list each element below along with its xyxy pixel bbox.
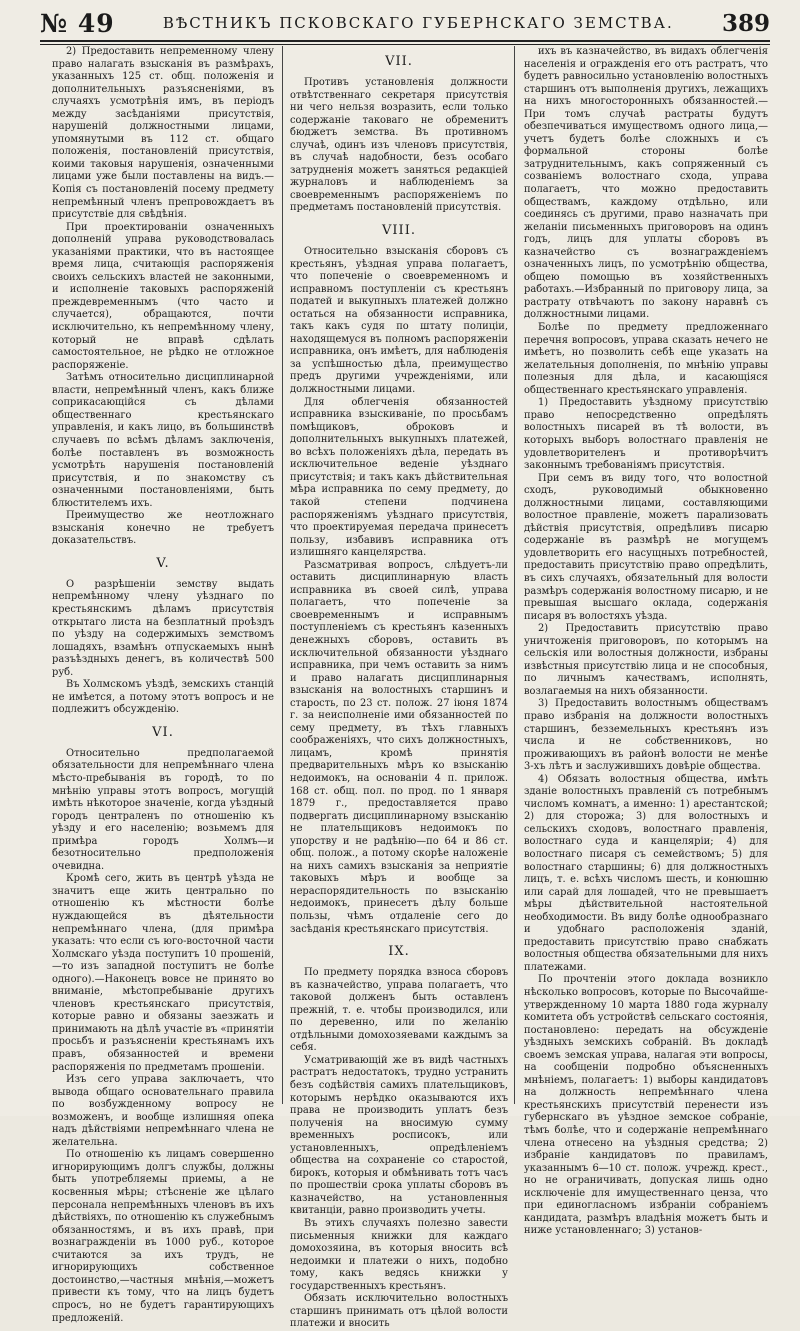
- paragraph: По предмету порядка взноса сборовъ въ казначейство, управа полагаетъ, что таковой долженъ быть оставленъ прежній, т. е. чтобы производился, или по деревенно, или по желанію отдѣльными домохозяевами каждымъ за себя.: [290, 967, 508, 1054]
- paragraph: По прочтеніи этого доклада возникло нѣсколько вопросовъ, которые по Высочайше-утвержденному 10 марта 1880 года журналу комитета объ устройствѣ сельскаго состоянія, постановлено: передать на обсужденіе уѣздныхъ земскихъ собраній. Въ докладѣ своемъ земская управа, налагая эти вопросы, на сообщеніи подробно объясненныхъ мнѣніемъ, полагаетъ: 1) выборы кандидатовъ на должность непремѣннаго члена крестьянскихъ присутствій перенести изъ губернскаго въ уѣздное земское собраніе, тѣмъ болѣе, что и содержаніе непремѣннаго члена отнесено на уѣздныя средства; 2) избраніе кандидатовъ по правиламъ, указаннымъ 6—10 ст. полож. учрежд. крест., но не ограничивать, допуская лишь одно исключеніе для имущественнаго ценза, что при единогласномъ избраніи собраніемъ кандидата, размѣръ владѣнія можетъ быть и ниже установленнаго; 3) установ-: [524, 974, 768, 1237]
- paragraph: 4) Обязать волостныя общества, имѣть зданіе волостныхъ правленій съ потребнымъ числомъ комнатъ, а именно: 1) арестантской; 2) для сторожа; 3) для волостныхъ и сельскихъ сходовъ, волостнаго правленія, волостнаго суда и канцеляріи; 4) для волостнаго писаря съ семействомъ; 5) для волостнаго старшины; 6) для должностныхъ лицъ, т. е. всѣхъ числомъ шесть, и конюшню или сарай для лошадей, что не превышаетъ мѣры дѣйствительной настоятельной необходимости. Въ виду болѣе однообразнаго и удобнаго расположенія зданій, предоставить присутствію право снабжать волостныя общества обязательными для нихъ платежами.: [524, 773, 768, 973]
- paragraph: Затѣмъ относительно дисциплинарной власти, непремѣнный членъ, какъ ближе соприкасающійся съ дѣлами общественнаго крестьянскаго управленія, и какъ лицо, въ большинствѣ случаевъ по всѣмъ дѣламъ заключенія, болѣе поставленъ въ возможность усмотрѣть нарушенія постановленій присутствія, и по знакомству съ означенными постановленіями, быть блюстителемъ ихъ.: [52, 372, 274, 509]
- column-left: [52, 46, 274, 1324]
- paragraph: Въ Холмскомъ уѣздѣ, земскихъ станцій не имѣется, а потому этотъ вопросъ и не подлежитъ обсужденію.: [52, 679, 274, 716]
- paragraph: Въ этихъ случаяхъ полезно завести письменныя книжки для каждаго домохозяина, въ которыя вносить всѣ недоимки и платежи о нихъ, подобно тому, какъ ведясь книжки у государственныхъ крестьянъ.: [290, 1218, 508, 1292]
- header-rule: [40, 40, 770, 42]
- column-divider: [514, 46, 515, 1104]
- paragraph: 2) Предоставить присутствію право уничтоженія приговоровъ, по которымъ на сельскія или волостныя должности, избраны извѣстныя присутствію лица и не способныя, по личнымъ качествамъ, исполнять, возлагаемыя на нихъ обязанности.: [524, 623, 768, 697]
- paragraph: 1) Предоставить уѣздному присутствію право непосредственно опредѣлять волостныхъ писарей въ тѣ волости, въ которыхъ выборъ волостнаго правленія не удовлетворителенъ и противорѣчитъ законнымъ требованіямъ присутствія.: [524, 397, 768, 472]
- section-heading: VIII.: [382, 223, 416, 239]
- paragraph: Изъ сего управа заключаетъ, что вывода общаго основательнаго правила по возбужденному вопросу не возможенъ, и вообще излишняя опека надъ дѣйствіями непремѣннаго члена не желательна.: [52, 1074, 274, 1148]
- paragraph: Относительно взысканія сборовъ съ крестьянъ, уѣздная управа полагаетъ, что попеченіе о своевременномъ и исправномъ поступленіи съ крестьянъ податей и выкупныхъ платежей должно остаться на обязанности исправника, такъ какъ судя по штату полиціи, находящемуся въ полномъ распоряженіи исправника, онъ имѣетъ, для наблюденія за успѣшностью дѣла, преимущество предъ другими учрежденіями, или должностными лицами.: [290, 246, 508, 396]
- page-number: 389: [721, 9, 770, 37]
- section-heading: VII.: [385, 54, 413, 69]
- paragraph: Относительно предполагаемой обязательности для непремѣннаго члена мѣсто-пребыванія въ городѣ, то по мнѣнію управы этотъ вопросъ, могущій имѣть нѣкоторое значеніе, когда уѣздный городъ централенъ по отношенію къ уѣзду и его населенію; возьмемъ для примѣра городъ Холмъ—и безотносительно предположенія очевидна.: [52, 747, 274, 872]
- paragraph: Противъ установленія должности отвѣтственнаго секретаря присутствія ни чего нельзя возразить, если только содержаніе таковаго не обременитъ бюджетъ земства. Въ противномъ случаѣ, одинъ изъ членовъ присутствія, въ случаѣ надобности, безъ особаго затрудненія можетъ заняться редакціей журналовъ и наблюденіемъ за своевременнымъ распоряженіемъ по предметамъ постановленій присутствія.: [290, 77, 508, 214]
- column-divider: [282, 46, 283, 1104]
- journal-title: ВѢСТНИКЪ ПСКОВСКАГО ГУБЕРНСКАГО ЗЕМСТВА.: [162, 14, 674, 32]
- paragraph: При семъ въ виду того, что волостной сходъ, руководимый обыкновенно должностными лицами, составляющими волостное правленіе, можетъ парализовать дѣйствія присутствія, опредѣливъ писарю содержаніе въ размѣрѣ не могущемъ удовлетворить его насущныхъ потребностей, предоставить присутствію право опредѣлить, въ сихъ случаяхъ, обязательный для волости размѣръ содержанія волостному писарю, и не превышая высшаго оклада, содержанія писаря въ волостяхъ уѣзда.: [524, 472, 768, 622]
- issue-number: № 49: [40, 8, 115, 38]
- paragraph: Разсматривая вопросъ, слѣдуетъ-ли оставить дисциплинарную власть исправника въ своей силѣ, управа полагаетъ, что попеченіе за своевременнымъ и исправнымъ поступленіемъ съ крестьянъ казенныхъ денежныхъ сборовъ, оставить въ исключительной обязанности уѣзднаго исправника, при чемъ оставить за нимъ и право налагать дисциплинарныя взысканія на волостныхъ старшинъ и старость, по 23 ст. полож. 27 іюня 1874 г. за неисполненіе ими обязанностей по сему предмету, въ тѣхъ главныхъ соображеніяхъ, что сихъ должностныхъ, лицамъ, кромѣ принятія предварительныхъ мѣръ ко взысканію недоимокъ, на основаніи 4 п. прилож. 168 ст. общ. пол. по прод. по 1 января 1879 г., предоставляется право подвергать дисциплинарному взысканію не плательщиковъ недоимокъ по упорству и не радѣнію—по 64 и 86 ст. общ. полож., а потому скорѣе наложеніе на нихъ самихъ взысканія за неприятіе таковыхъ мѣръ и вообще за нераспорядительность по взысканію недоимокъ, принесетъ дѣлу больше пользы, чѣмъ отдаленіе сего до засѣданія крестьянскаго присутствія.: [290, 559, 508, 935]
- column-right: [524, 46, 768, 1237]
- header-rule-thin: [40, 44, 770, 45]
- section-heading: VI.: [152, 724, 174, 740]
- paragraph: Усматривающій же въ видѣ частныхъ растратъ недостатокъ, трудно устранить безъ содѣйствія самихъ плательщиковъ, которымъ нерѣдко оказываются ихъ права не производить уплатъ безъ полученія на вносимую сумму временныхъ росписокъ, или установленныхъ, опредѣленіемъ общества на сохраненіе со старостой, бирокъ, которыя и обмѣнивать тотъ часъ по прошествіи срока уплаты сборовъ въ казначейство, на установленныя квитанціи, равно производить учеты.: [290, 1054, 508, 1217]
- section-heading: IX.: [388, 944, 410, 960]
- column-middle: [290, 46, 508, 1330]
- paragraph: Для облегченія обязанностей исправника взыскиваніе, по просьбамъ помѣщиковъ, оброковъ и дополнительныхъ выкупныхъ платежей, во всѣхъ положеніяхъ дѣла, передать въ исключительное веденіе уѣзднаго присутствія; и такъ какъ дѣйствительная мѣра исправника по сему предмету, до такой степени подчинена распоряженіямъ уѣзднаго присутствія, что проектируемая передача принесетъ пользу, избавивъ исправника отъ излишняго канцелярства.: [290, 396, 508, 559]
- section-heading: V.: [156, 555, 170, 571]
- paragraph: ихъ въ казначейство, въ видахъ облегченія населенія и огражденія его отъ растратъ, что будетъ равносильно установленію волостныхъ старшинъ отъ выполненія другихъ, лежащихъ на нихъ многосторонныхъ обязанностей.—При томъ случаѣ растраты будутъ обезпечиваться имуществомъ одного лица,—учетъ будетъ болѣе сложныхъ и съ формальной стороны болѣе затруднительнымъ, какъ сопряженный съ созваніемъ волостнаго схода, управа полагаетъ, что можно предоставить обществамъ, каждому отдѣльно, или соединясь съ другими, право назначать при желаніи письменныхъ приговоровъ на одинъ годъ, лицъ для уплаты сборовъ въ казначейство съ вознагражденіемъ означенныхъ лицъ, по усмотрѣнію общества, общею помощью въ хозяйственныхъ работахъ.—Избранный по приговору лица, за растрату отвѣчаютъ по закону наравнѣ съ должностными лицами.: [524, 46, 768, 321]
- page-header: [40, 8, 770, 38]
- paragraph: При проектированіи означенныхъ дополненій управа руководствовалась указаніями практики, что въ настоящее время лица, считающія распоряженія своихъ сельскихъ властей не законными, и исполненіе таковыхъ распоряженій преждевременнымъ (что часто и случается), обращаются, почти исключительно, къ непремѣнному члену, который не вправѣ сдѣлать самостоятельное, не рѣдко не отложное распоряженіе.: [52, 221, 274, 371]
- paragraph: О разрѣшеніи земству выдать непремѣнному члену уѣзднаго по крестьянскимъ дѣламъ присутствія открытаго листа на безплатный проѣздъ по уѣзду на содержимыхъ земствомъ лошадяхъ, взамѣнъ отпускаемыхъ нынѣ разъѣздныхъ денегъ, въ количествѣ 500 руб.: [52, 578, 274, 678]
- paragraph: Кромѣ сего, жить въ центрѣ уѣзда не значитъ еще жить центрально по отношенію къ мѣстности болѣе нуждающейся въ дѣятельности непремѣннаго члена, (для примѣра указать: что если съ юго-восточной части Холмскаго уѣзда поступитъ 10 прошеній,—то изъ западной поступитъ не болѣе одного).—Наконецъ вовсе не принято во вниманіе, мѣстопребываніе другихъ членовъ крестьянскаго присутствія, которые равно и обязаны заезжать и принимають на дѣлѣ участіе въ «принятіи просьбъ и разъясненіи крестьянамъ ихъ правъ, обязанностей и времени распоряженія по предметамъ прошеніи.: [52, 873, 274, 1073]
- paragraph: Болѣе по предмету предложеннаго перечня вопросовъ, управа сказать нечего не имѣетъ, но позволить себѣ еще указать на желательныя дополненія, по мнѣнію управы полезныя для дѣла, и касающіяся общественнаго крестьянскаго управленія.: [524, 322, 768, 396]
- paragraph: Преимущество же неотложнаго взысканія конечно не требуетъ доказательствъ.: [52, 510, 274, 547]
- paragraph: 2) Предоставить непременному члену право налагать взысканія въ размѣрахъ, указанныхъ 125 ст. общ. положенія и дополнительныхъ разъясненіями, въ случаяхъ усмотрѣнія имъ, въ періодъ между засѣданіями присутствія, нарушеній должностными лицами, упомянутыми въ 112 ст. общаго положенія, постановленій присутствія, коими таковыя нарушенія, означенными лицами уже были поставлены на видъ.—Копія съ постановленій посему предмету непремѣнный членъ препровождаетъ въ присутствіе для свѣдѣнія.: [52, 46, 274, 221]
- paragraph: Обязать исключительно волостныхъ старшинъ принимать отъ цѣлой волости платежи и вносить: [290, 1293, 508, 1330]
- paragraph: По отношенію къ лицамъ совершенно игнорирующимъ долгъ службы, должны быть употребляемы приемы, а не косвенныя мѣры; стѣсненіе же цѣлаго персонала непремѣнныхъ членовъ въ ихъ дѣйствіяхъ, по отношенію къ служебнымъ обязанностямъ, и въ ихъ правѣ, при вознагражденіи въ 1000 руб., которое считаются за ихъ трудъ, не игнорирующихъ собственное достоинство,—частныя мнѣнія,—можетъ привести къ тому, что на лицъ будетъ спросъ, но не будетъ гарантирующихъ предложеній.: [52, 1149, 274, 1324]
- paragraph: 3) Предоставить волостнымъ обществамъ право избранія на должности волостныхъ старшинъ, безземельныхъ крестьянъ изъ числа и не собственниковъ, но проживающихъ въ районѣ волости не менѣе 3-хъ лѣтъ и заслужившихъ довѣріе общества.: [524, 698, 768, 773]
